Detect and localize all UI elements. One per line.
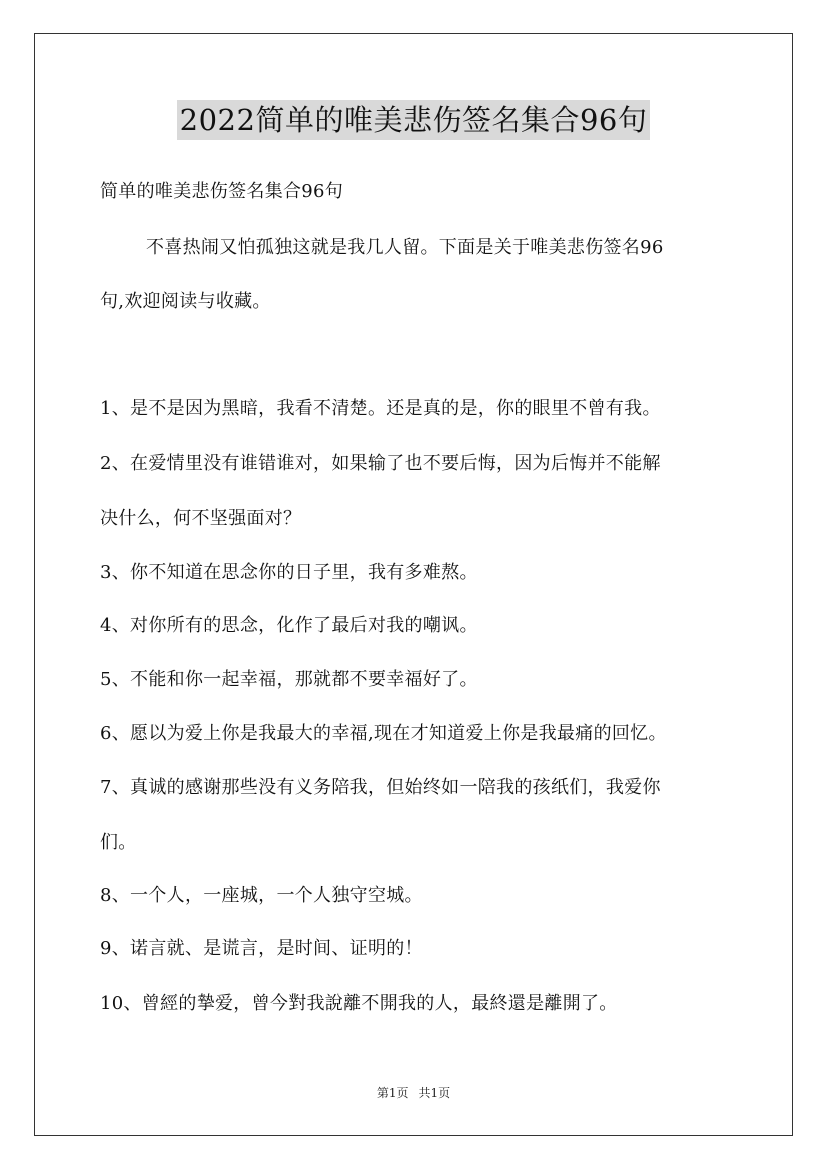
list-item: 6、愿以为爱上你是我最大的幸福,现在才知道爱上你是我最痛的回忆。: [100, 723, 667, 744]
list-item: 7、真诚的感谢那些没有义务陪我，但始终如一陪我的孩纸们，我爱你: [100, 777, 661, 798]
page-footer: [0, 1085, 827, 1101]
intro-line: 不喜热闹又怕孤独这就是我几人留。下面是关于唯美悲伤签名96: [146, 237, 664, 258]
page-number: 第1页: [376, 1086, 409, 1100]
document-title: 2022简单的唯美悲伤签名集合96句: [177, 100, 651, 140]
document-title-block: [0, 100, 827, 140]
list-item: 4、对你所有的思念，化作了最后对我的嘲讽。: [100, 615, 478, 636]
list-item: 们。: [100, 832, 137, 853]
list-item: 3、你不知道在思念你的日子里，我有多难熬。: [100, 562, 478, 583]
list-item: 10、曾經的摯爱，曾今對我說離不開我的人，最終還是離開了。: [100, 993, 618, 1014]
list-item: 2、在爱情里没有谁错谁对，如果输了也不要后悔，因为后悔并不能解: [100, 453, 661, 474]
list-item: 9、诺言就、是谎言，是时间、证明的！: [100, 938, 423, 959]
list-item: 1、是不是因为黑暗，我看不清楚。还是真的是，你的眼里不曾有我。: [100, 398, 661, 419]
list-item: 5、不能和你一起幸福，那就都不要幸福好了。: [100, 669, 478, 690]
list-item: 决什么，何不坚强面对？: [100, 508, 302, 529]
list-item: 8、一个人，一座城，一个人独守空城。: [100, 885, 423, 906]
intro-line: 句,欢迎阅读与收藏。: [100, 291, 271, 312]
document-subtitle: 简单的唯美悲伤签名集合96句: [100, 181, 344, 202]
page-total: 共1页: [418, 1086, 451, 1100]
